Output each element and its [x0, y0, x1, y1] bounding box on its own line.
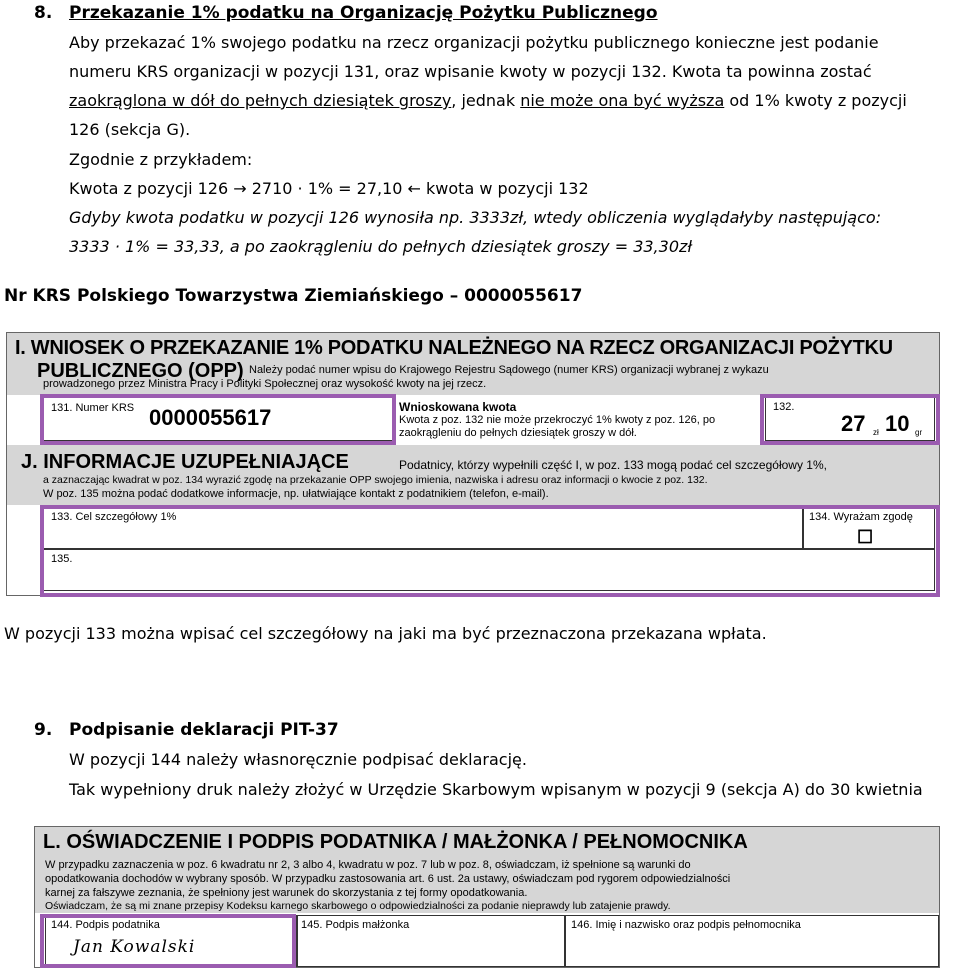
highlight-fields-133-135 — [40, 505, 940, 597]
krs-heading: Nr KRS Polskiego Towarzystwa Ziemiańskiego – 0000055617 — [4, 286, 583, 306]
highlight-field-131 — [40, 394, 396, 445]
section-l-note: W przypadku zaznaczenia w poz. 6 kwadratu nr 2, 3 albo 4, kwadratu w poz. 7 lub w poz. 8, oświadczam, iż spełnione są warunki do — [45, 859, 691, 871]
section-9-title: Podpisanie deklaracji PIT-37 — [69, 720, 339, 740]
taxpayer-signature: Jan Kowalski — [73, 937, 196, 957]
field-146-label: 146. Imię i nazwisko oraz podpis pełnomocnika — [571, 919, 801, 931]
example-intro: Zgodnie z przykładem: — [69, 150, 253, 169]
example-alternative-calc: 3333 · 1% = 33,33, a po zaokrągleniu do pełnych dziesiątek groszy = 33,30zł — [69, 237, 692, 256]
field-145-label: 145. Podpis małżonka — [301, 919, 410, 931]
highlight-field-144 — [40, 914, 296, 968]
section-l-title: L. OŚWIADCZENIE I PODPIS PODATNIKA / MAŁŻONKA / PEŁNOMOCNIKA — [43, 831, 748, 853]
requested-amount-title: Wnioskowana kwota — [399, 400, 517, 414]
text-fragment: , jednak — [451, 91, 521, 110]
field-132-zl-value: 27 — [841, 411, 866, 436]
section-l-note: karnej za fałszywe zeznania, że spełniony jest warunek do skorzystania z tej formy opodatkowania. — [45, 887, 528, 899]
requested-amount-note: zaokrągleniu do pełnych dziesiątek groszy w dół. — [399, 427, 637, 439]
section-j-note: a zaznaczając kwadrat w poz. 134 wyrazić zgodę na przekazanie OPP swojego imienia, nazwiska i adresu oraz informacji o kwocie z poz. 132. — [43, 474, 708, 486]
section-l-note: Oświadczam, że są mi znane przepisy Kodeksu karnego skarbowego o odpowiedzialności za podanie nieprawdy lub zatajenie prawdy. — [45, 900, 671, 912]
section-j-title: J. INFORMACJE UZUPEŁNIAJĄCE — [21, 451, 349, 473]
field-134-label: 134. Wyrażam zgodę — [809, 511, 913, 523]
section-j-note: Podatnicy, którzy wypełnili część I, w poz. 133 mogą podać cel szczegółowy 1%, — [399, 458, 827, 472]
underlined-phrase: zaokrąglona w dół do pełnych dziesiątek groszy — [69, 91, 452, 110]
example-calculation: Kwota z pozycji 126 → 2710 · 1% = 27,10 ← kwota w pozycji 132 — [69, 179, 589, 198]
section-i-note: prowadzonego przez Ministra Pracy i Polityki Społecznej oraz wysokość kwoty na jej rzecz. — [43, 378, 487, 390]
field-131-value: 0000055617 — [149, 405, 272, 430]
example-alternative: Gdyby kwota podatku w pozycji 126 wynosiła np. 3333zł, wtedy obliczenia wyglądałyby następująco: — [69, 208, 882, 227]
field-133-label: 133. Cel szczegółowy 1% — [51, 511, 177, 523]
section-8-text-line: numeru KRS organizacji w pozycji 131, oraz wpisanie kwoty w pozycji 132. Kwota ta powinna zostać — [69, 62, 872, 81]
section-8-text-line: 126 (sekcja G). — [69, 120, 191, 139]
section-9-text-line: W pozycji 144 należy własnoręcznie podpisać deklarację. — [69, 750, 527, 769]
section-l-note: opodatkowania dochodów w wybrany sposób. W przypadku zastosowania art. 6 ust. 2a ustawy, oświadczam pod rygorem odpowiedzialności — [45, 873, 731, 885]
highlight-field-132 — [760, 394, 940, 445]
section-i-title-cont: PUBLICZNEGO (OPP) — [37, 360, 244, 382]
section-9-number: 9. — [34, 720, 53, 740]
field-132-label: 132. — [773, 401, 795, 413]
consent-checkbox-icon[interactable]: ☐ — [857, 527, 874, 547]
text-fragment: od 1% kwoty z pozycji — [724, 91, 907, 110]
field-132-gr-value: 10 — [885, 411, 910, 436]
underlined-phrase: nie może ona być wyższa — [520, 91, 725, 110]
field-132-gr-unit: gr — [915, 428, 923, 437]
field-144-label: 144. Podpis podatnika — [51, 919, 160, 931]
section-8-number: 8. — [34, 3, 53, 23]
section-i-note: Należy podać numer wpisu do Krajowego Rejestru Sądowego (numer KRS) organizacji wybranej z wykazu — [249, 364, 769, 376]
section-8-text-line: Aby przekazać 1% swojego podatku na rzecz organizacji pożytku publicznego konieczne jest podanie — [69, 33, 879, 52]
requested-amount-note: Kwota z poz. 132 nie może przekroczyć 1% kwoty z poz. 126, po — [399, 414, 716, 426]
section-9-text-line: Tak wypełniony druk należy złożyć w Urzędzie Skarbowym wpisanym w pozycji 9 (sekcja A) do 30 kwietnia — [69, 780, 923, 799]
section-i-title: I. WNIOSEK O PRZEKAZANIE 1% PODATKU NALEŻNEGO NA RZECZ ORGANIZACJI POŻYTKU — [15, 337, 893, 359]
field-135-label: 135. — [51, 553, 73, 565]
section-8-title: Przekazanie 1% podatku na Organizację Pożytku Publicznego — [69, 3, 658, 23]
section-j-note: W poz. 135 można podać dodatkowe informacje, np. ułatwiające kontakt z podatnikiem (telefon, e-mail). — [43, 488, 549, 500]
field-132-zl-unit: zł — [873, 428, 879, 437]
field-131-label: 131. Numer KRS — [51, 402, 135, 414]
note-field-133: W pozycji 133 można wpisać cel szczegółowy na jaki ma być przeznaczona przekazana wpłata. — [4, 624, 767, 643]
section-8-text-line — [69, 91, 907, 111]
